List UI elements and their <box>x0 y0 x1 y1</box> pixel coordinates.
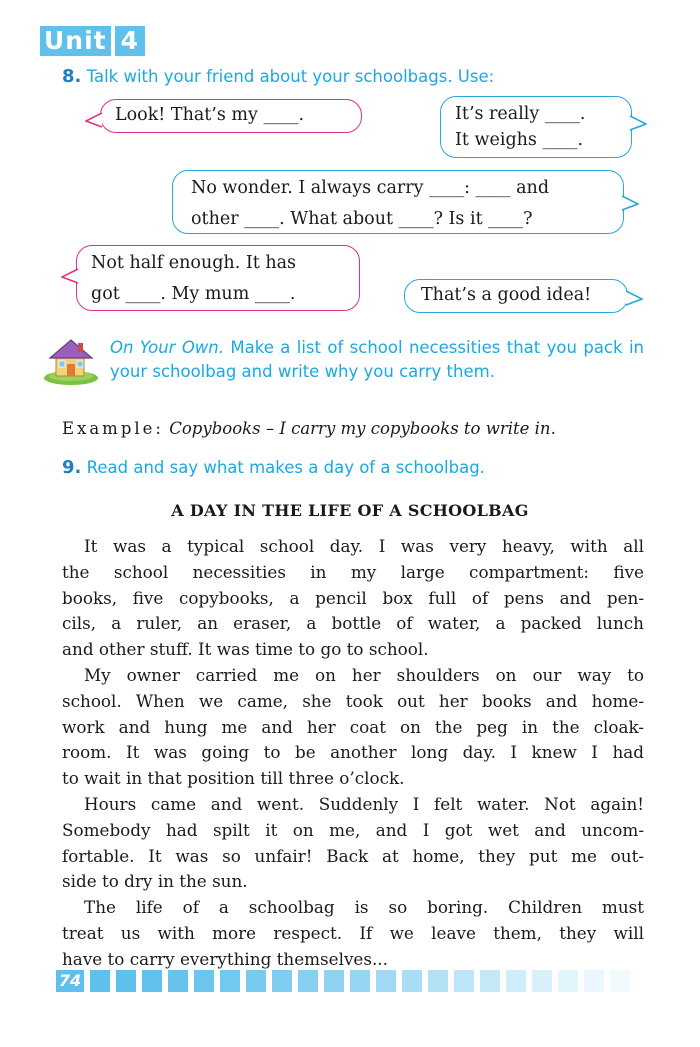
footer-square <box>168 970 188 992</box>
story-body <box>62 534 644 973</box>
footer-square <box>532 970 552 992</box>
unit-word: Unit <box>40 26 111 56</box>
story-line: My owner carried me on her shoulders on our way to <box>84 664 644 685</box>
footer-square <box>324 970 344 992</box>
unit-number: 4 <box>115 26 145 56</box>
footer-square <box>142 970 162 992</box>
footer-square <box>402 970 422 992</box>
footer-square <box>454 970 474 992</box>
story-paragraph-4 <box>62 895 644 972</box>
story-paragraph-3 <box>62 792 644 895</box>
bubble-tail <box>625 290 643 308</box>
footer-square <box>246 970 266 992</box>
page-number: 74 <box>56 970 84 992</box>
footer-square <box>428 970 448 992</box>
speech-bubble-3 <box>172 170 624 234</box>
story-line: room. It was going to be another long day. I knew I had <box>62 742 644 763</box>
footer-square <box>90 970 110 992</box>
story-line: books, five copybooks, a pencil box full of pens and pen- <box>62 587 644 608</box>
story-line: work and hung me and her coat on the peg in the cloak- <box>62 716 644 737</box>
task9-heading <box>62 457 485 478</box>
task9-instruction: Read and say what makes a day of a schoolbag. <box>86 458 485 477</box>
bubble-1-text: Look! That’s my ____. <box>115 105 305 125</box>
bubble-2-line-2: It weighs ____. <box>455 130 584 150</box>
task9-number: 9. <box>62 457 82 478</box>
speech-bubble-5 <box>404 279 628 313</box>
task8-heading <box>62 66 494 87</box>
bubble-tail <box>85 112 103 130</box>
footer-square <box>376 970 396 992</box>
footer-square <box>506 970 526 992</box>
story-line: school. When we came, she took out her books and home- <box>62 690 644 711</box>
footer-square <box>194 970 214 992</box>
bubble-tail <box>621 195 639 213</box>
example-label: Example: <box>62 419 164 438</box>
story-line: Somebody had spilt it on me, and I got wet and uncom- <box>62 819 644 840</box>
story-line: the school necessities in my large compartment: five <box>62 561 644 582</box>
on-your-own-lead: On Your Own. <box>110 338 225 357</box>
bubble-tail <box>629 115 647 133</box>
story-line: fortable. It was so unfair! Back at home, they put me out- <box>62 845 644 866</box>
story-line: It was a typical school day. I was very heavy, with all <box>84 536 644 556</box>
speech-bubble-4 <box>76 245 360 311</box>
example-text: Copybooks – I carry my copybooks to write in. <box>169 419 556 438</box>
on-your-own-task <box>110 336 644 384</box>
bubble-tail <box>61 268 79 286</box>
story-title: A DAY IN THE LIFE OF A SCHOOLBAG <box>171 501 529 520</box>
example-line <box>62 419 556 438</box>
bubble-2-line-1: It’s really ____. <box>455 104 586 124</box>
footer-square <box>584 970 604 992</box>
bubble-4-line-2: got ____. My mum ____. <box>91 284 296 304</box>
bubble-3-line-2: other ____. What about ____? Is it ____? <box>191 209 533 229</box>
footer-square <box>350 970 370 992</box>
story-line: cils, a ruler, an eraser, a bottle of water, a packed lunch <box>62 613 644 634</box>
footer-square <box>480 970 500 992</box>
speech-bubble-2 <box>440 96 632 158</box>
story-line: The life of a schoolbag is so boring. Children must <box>84 897 644 918</box>
footer-square <box>272 970 292 992</box>
story-line: and other stuff. It was time to go to school. <box>62 639 429 660</box>
footer-square <box>116 970 136 992</box>
story-paragraph-2 <box>62 663 644 792</box>
bubble-3-line-1: No wonder. I always carry ____: ____ and <box>191 178 550 198</box>
unit-badge <box>40 26 145 56</box>
story-line: treat us with more respect. If we leave them, they will <box>62 922 644 943</box>
story-paragraph-1 <box>62 534 644 663</box>
story-line: side to dry in the sun. <box>62 871 248 892</box>
task8-number: 8. <box>62 66 82 87</box>
story-line: have to carry everything themselves... <box>62 948 388 969</box>
footer-square <box>298 970 318 992</box>
page-footer <box>56 970 630 992</box>
bubble-5-text: That’s a good idea! <box>421 285 592 305</box>
footer-square <box>220 970 240 992</box>
task8-instruction: Talk with your friend about your schoolbags. Use: <box>86 67 495 86</box>
bubble-4-line-1: Not half enough. It has <box>91 253 297 273</box>
house-icon <box>42 334 100 386</box>
footer-square <box>558 970 578 992</box>
footer-square <box>610 970 630 992</box>
story-line: to wait in that position till three o’clock. <box>62 768 405 789</box>
on-your-own-text: Make a list of school necessities that you pack in your schoolbag and write why you carry them. <box>110 338 644 381</box>
story-line: Hours came and went. Suddenly I felt water. Not again! <box>84 793 644 814</box>
speech-bubble-1 <box>100 99 362 133</box>
